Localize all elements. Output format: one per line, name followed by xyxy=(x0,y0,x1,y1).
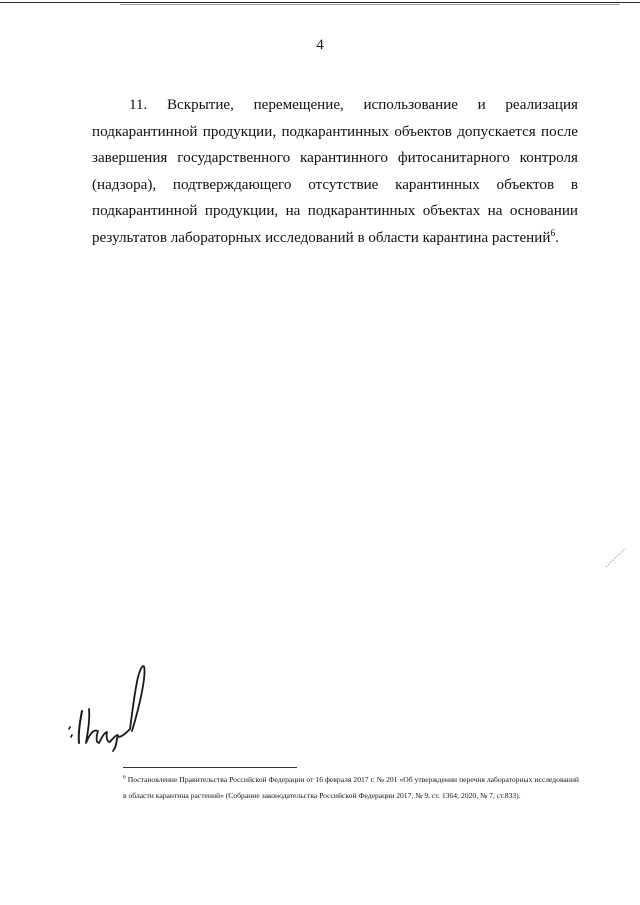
footnote-text: Постановление Правительства Российской Федерации от 16 февраля 2017 г. № 201 «Об утверждении перечня лабораторных исследований в области карантина растений» (Собрание законодательства Российской Федерации 2017, № 9, ст. 1364; 2020, № 7, ст.833). xyxy=(123,775,579,801)
footnote-divider xyxy=(123,767,297,768)
footnote-marker: 6 xyxy=(123,774,126,781)
page-number: 4 xyxy=(316,37,324,53)
scan-margin-mark xyxy=(604,545,628,569)
footnote-6 xyxy=(123,772,579,804)
scan-edge-line xyxy=(0,2,640,3)
scan-edge-line-faint xyxy=(120,4,620,5)
footnote-reference: 6 xyxy=(550,228,556,239)
clause-11-end: . xyxy=(555,229,559,246)
clause-11-text: 11. Вскрытие, перемещение, использование и реализация подкарантинной продукции, подкарантинных объектов допускается после завершения государственного карантинного фитосанитарного контроля (надзора), подтверждающего отсутствие карантинных объектов в подкарантинной продукции, на подкарантинных объектах на основании результатов лабораторных исследований в области карантина растений xyxy=(92,97,578,246)
clause-11-paragraph xyxy=(92,92,578,252)
signature-icon xyxy=(66,655,196,753)
